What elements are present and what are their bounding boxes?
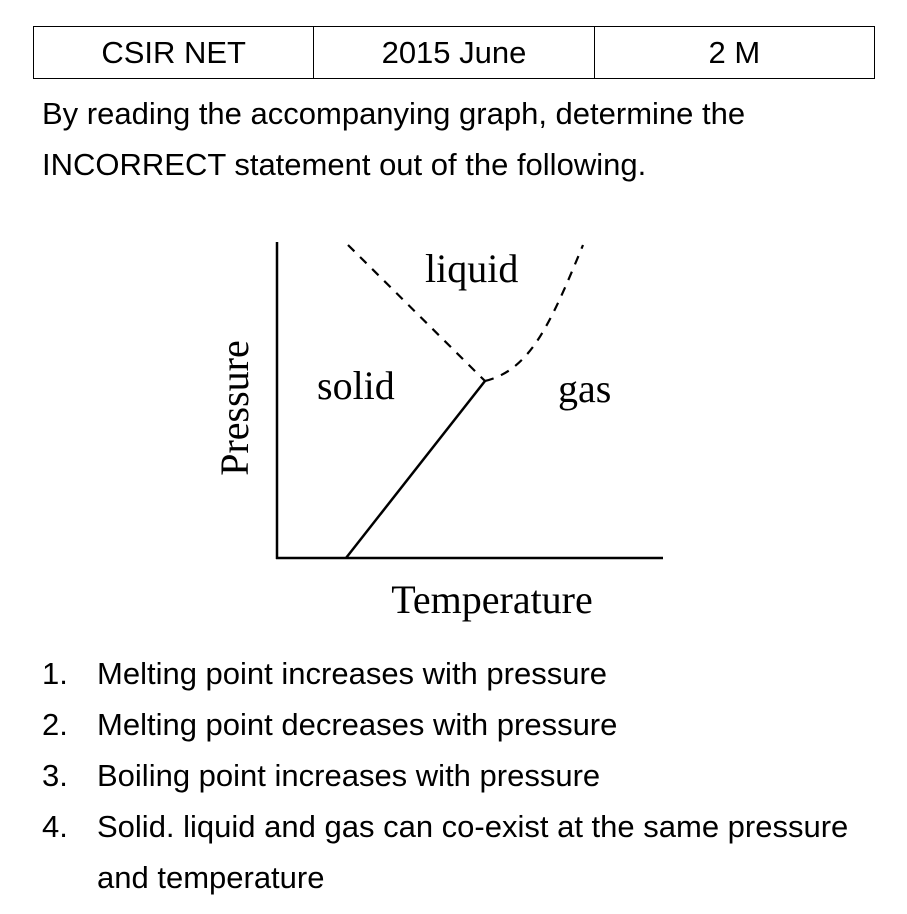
session-cell: 2015 June xyxy=(314,27,594,79)
option-number: 3. xyxy=(42,758,68,793)
marks-cell: 2 M xyxy=(594,27,874,79)
region-label-liquid: liquid xyxy=(425,246,519,291)
option-text: Boiling point increases with pressure xyxy=(97,758,601,793)
exam-cell: CSIR NET xyxy=(34,27,314,79)
phase-diagram xyxy=(200,225,670,625)
option-number: 4. xyxy=(42,809,68,844)
options-list xyxy=(42,648,892,903)
x-axis-label: Temperature xyxy=(391,577,593,622)
option-text: Melting point decreases with pressure xyxy=(97,707,618,742)
option-number: 2. xyxy=(42,707,68,742)
option-number: 1. xyxy=(42,656,68,691)
option-item xyxy=(42,648,892,699)
option-text: Melting point increases with pressure xyxy=(97,656,608,691)
region-label-gas: gas xyxy=(558,366,612,411)
y-axis-label: Pressure xyxy=(212,340,257,476)
option-item xyxy=(42,750,892,801)
question-text: By reading the accompanying graph, determine the INCORRECT statement out of the following. xyxy=(42,96,746,182)
header-table xyxy=(33,26,875,79)
region-label-solid: solid xyxy=(317,363,395,408)
header-row xyxy=(34,27,875,79)
option-text: Solid. liquid and gas can co-exist at the same pressure and temperature xyxy=(97,809,849,895)
option-item xyxy=(42,801,892,903)
option-item xyxy=(42,699,892,750)
